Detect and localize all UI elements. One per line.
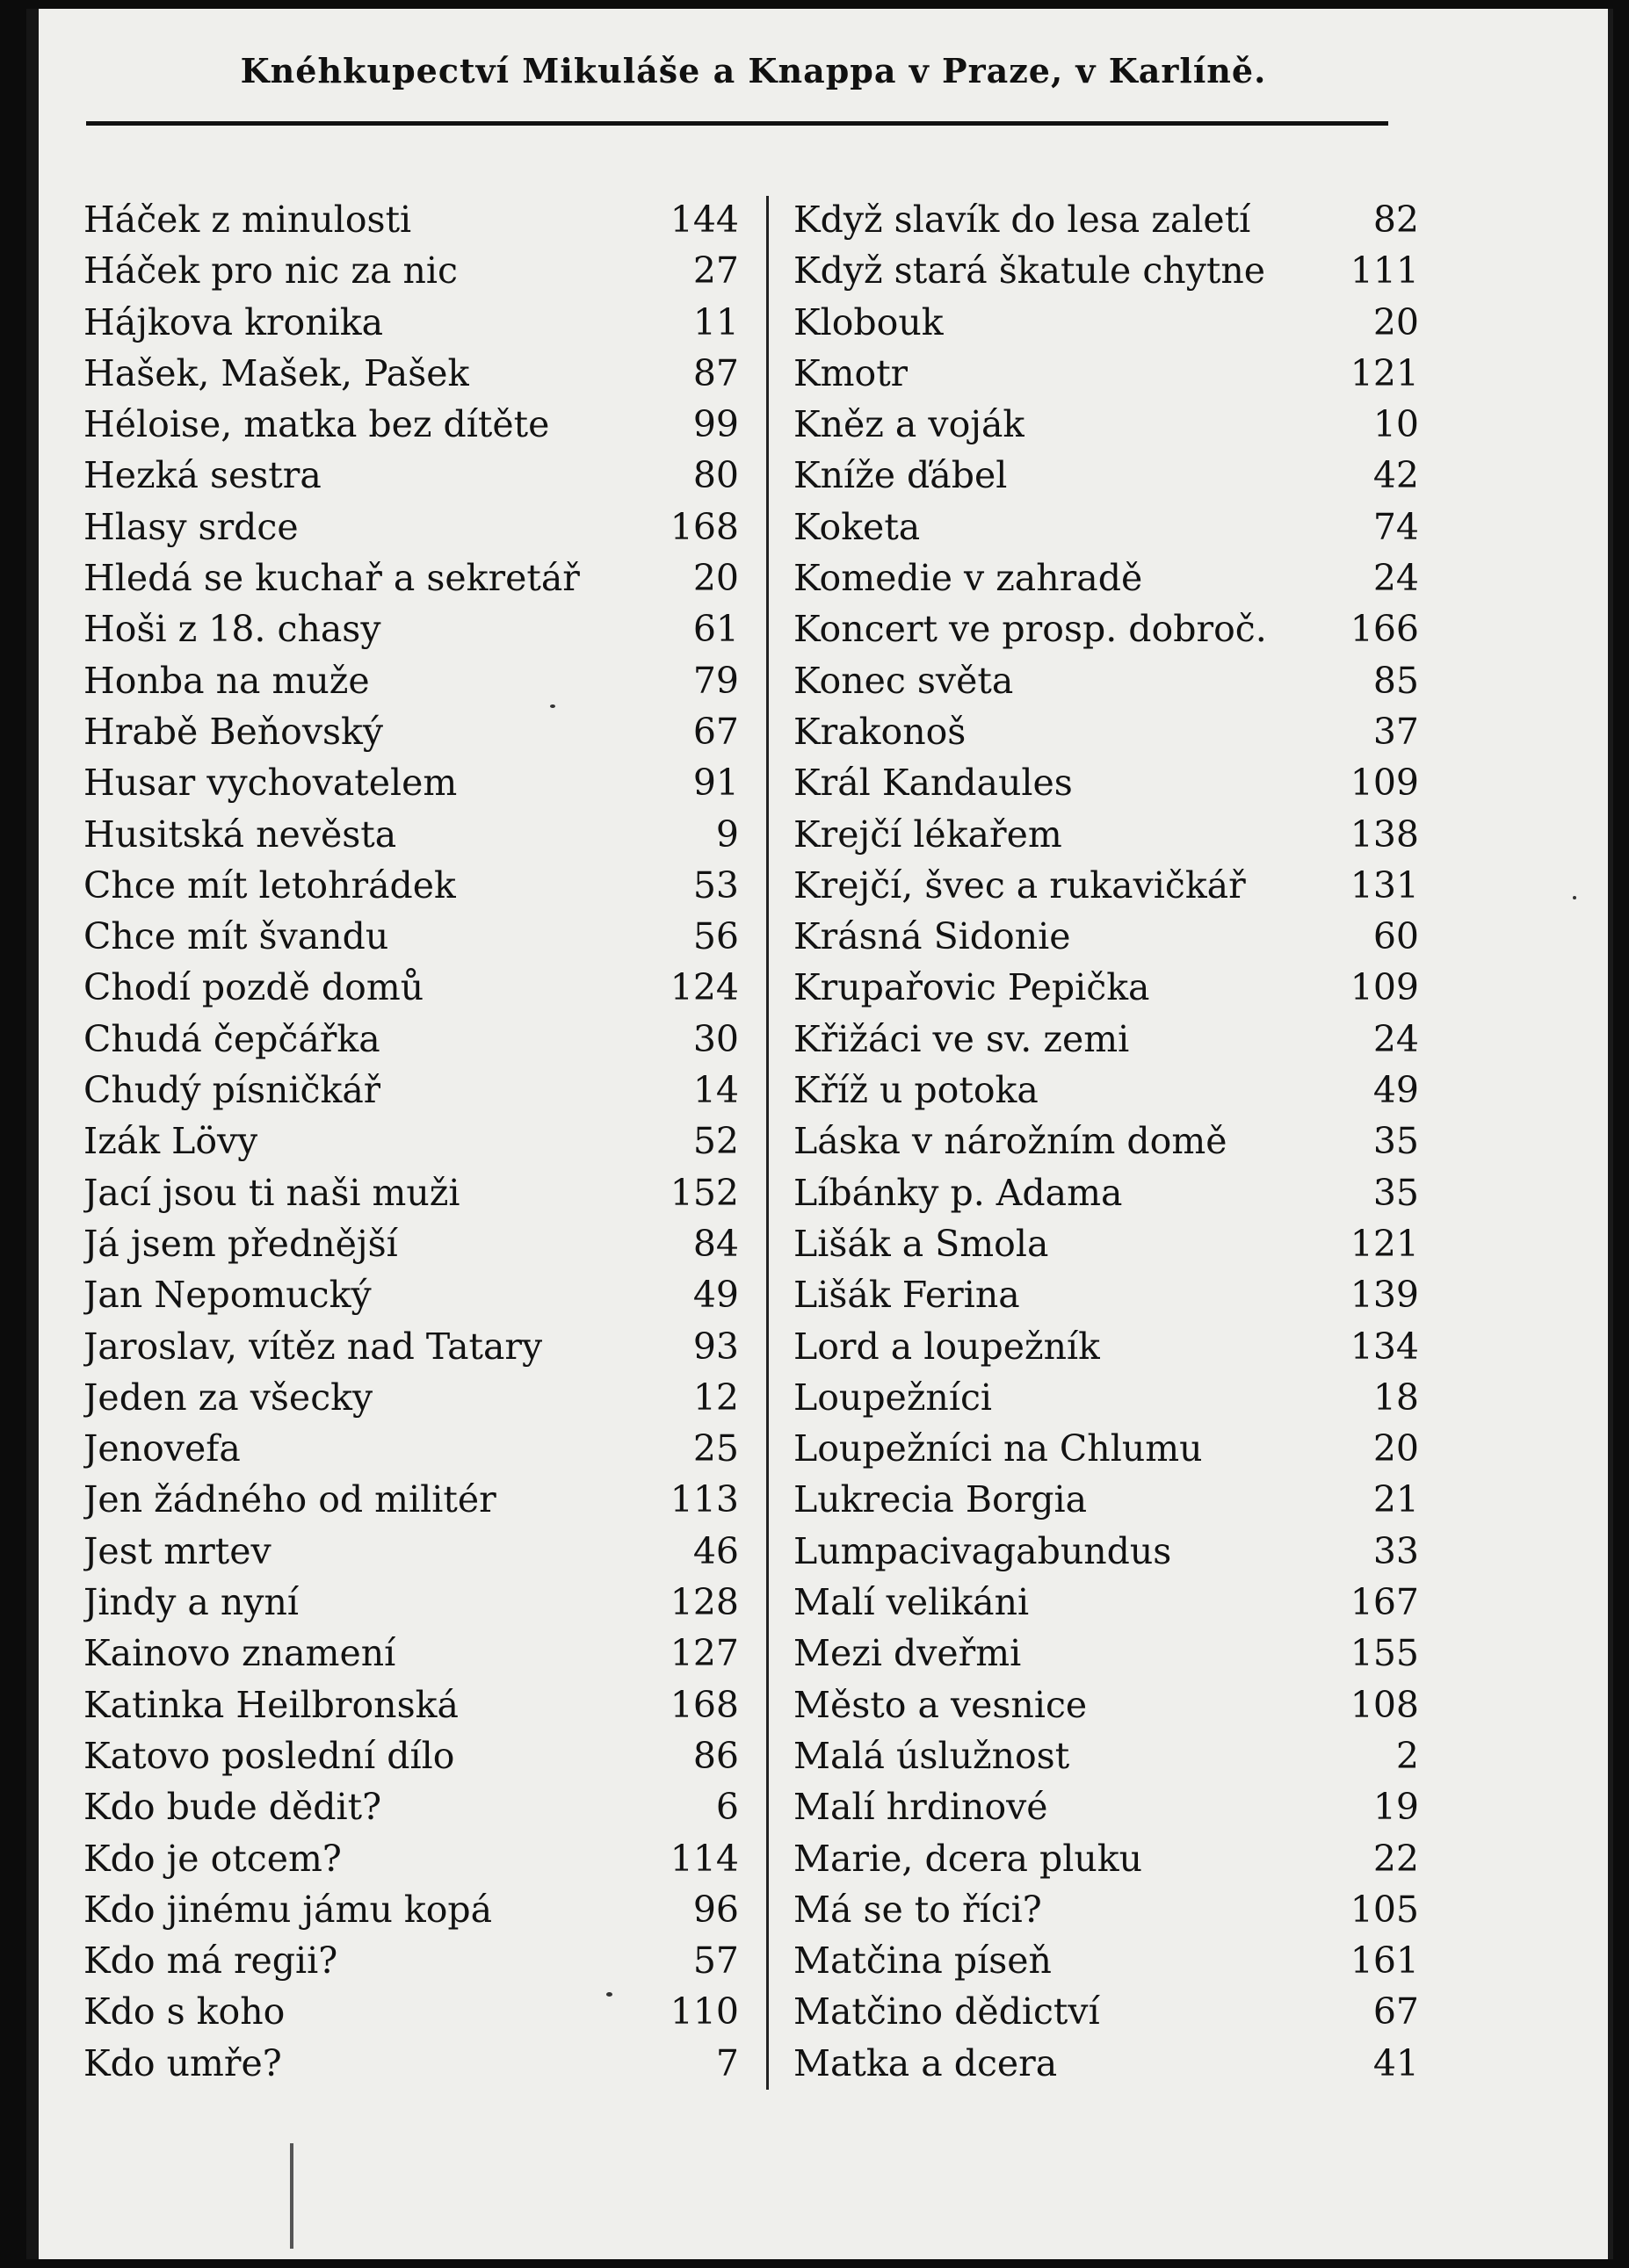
index-entry — [769, 1781, 1419, 1832]
entry-page-number: 166 — [1350, 608, 1419, 651]
entry-page-number: 9 — [715, 813, 739, 856]
index-entry — [769, 1679, 1419, 1730]
entry-title: Jací jsou ti naši muži — [83, 1171, 460, 1214]
entry-page-number: 19 — [1372, 1786, 1419, 1829]
entry-title: Kníže ďábel — [793, 454, 1008, 497]
entry-page-number: 134 — [1350, 1325, 1419, 1368]
index-entry — [83, 706, 739, 757]
index-entry — [83, 1321, 739, 1372]
index-entry — [769, 1577, 1419, 1628]
entry-title: Láska v nárožním domě — [793, 1120, 1227, 1163]
index-entry — [83, 860, 739, 911]
index-entry — [83, 1577, 739, 1628]
index-entry — [769, 502, 1419, 553]
index-entry — [769, 1730, 1419, 1781]
entry-page-number: 108 — [1350, 1683, 1419, 1726]
index-entry — [769, 1218, 1419, 1269]
entry-title: Katovo poslední dílo — [83, 1734, 455, 1777]
entry-title: Když stará škatule chytne — [793, 249, 1266, 293]
entry-page-number: 93 — [692, 1325, 739, 1368]
index-entry — [83, 2038, 739, 2089]
entry-page-number: 11 — [692, 300, 739, 343]
entry-page-number: 18 — [1372, 1376, 1419, 1419]
entry-title: Lord a loupežník — [793, 1325, 1100, 1368]
entry-title: Koketa — [793, 505, 921, 548]
index-entry — [83, 655, 739, 706]
index-entry — [83, 1218, 739, 1269]
page-right-edge — [1608, 9, 1613, 2259]
entry-title: Husitská nevěsta — [83, 813, 397, 856]
entry-page-number: 20 — [1372, 300, 1419, 343]
entry-page-number: 30 — [692, 1017, 739, 1060]
print-speck — [550, 704, 555, 708]
entry-title: Chce mít letohrádek — [83, 863, 456, 906]
entry-title: Já jsem přednější — [83, 1222, 398, 1265]
entry-title: Krupařovic Pepička — [793, 966, 1150, 1009]
entry-page-number: 61 — [692, 608, 739, 651]
entry-title: Krakonoš — [793, 710, 967, 753]
entry-title: Hlasy srdce — [83, 505, 299, 548]
entry-page-number: 85 — [1372, 659, 1419, 702]
index-entry — [83, 1986, 739, 2037]
index-entry — [769, 809, 1419, 860]
index-entry — [769, 1014, 1419, 1065]
entry-title: Krásná Sidonie — [793, 915, 1071, 958]
entry-title: Křižáci ve sv. zemi — [793, 1017, 1130, 1060]
entry-title: Lišák Ferina — [793, 1274, 1020, 1317]
entry-title: Háček z minulosti — [83, 199, 412, 241]
entry-title: Lukrecia Borgia — [793, 1478, 1088, 1521]
entry-title: Hezká sestra — [83, 454, 322, 497]
index-entry — [769, 962, 1419, 1013]
index-entry — [83, 1014, 739, 1065]
index-entry — [83, 1833, 739, 1884]
entry-page-number: 121 — [1350, 1222, 1419, 1265]
entry-title: Chce mít švandu — [83, 915, 389, 958]
entry-title: Chudá čepčářka — [83, 1017, 380, 1060]
entry-title: Když slavík do lesa zaletí — [793, 199, 1251, 241]
scan-mark — [290, 2143, 293, 2249]
entry-title: Koncert ve prosp. dobroč. — [793, 608, 1267, 651]
entry-title: Král Kandaules — [793, 762, 1073, 805]
entry-page-number: 82 — [1372, 199, 1419, 241]
entry-page-number: 37 — [1372, 710, 1419, 753]
index-entry — [769, 1986, 1419, 2037]
index-entry — [83, 1372, 739, 1423]
entry-title: Kdo umře? — [83, 2041, 282, 2084]
index-entry — [83, 757, 739, 808]
index-entry — [83, 1474, 739, 1525]
entry-page-number: 6 — [715, 1786, 739, 1829]
index-entry — [769, 553, 1419, 603]
page-header: Knéhkupectví Mikuláše a Knappa v Praze, v Karlíně. — [240, 51, 1267, 90]
entry-title: Honba na muže — [83, 659, 370, 702]
entry-page-number: 14 — [692, 1069, 739, 1112]
entry-page-number: 52 — [692, 1120, 739, 1163]
entry-page-number: 124 — [670, 966, 739, 1009]
index-entry — [83, 1679, 739, 1730]
index-entry — [769, 245, 1419, 296]
entry-title: Malí velikáni — [793, 1581, 1030, 1624]
index-entry — [769, 450, 1419, 501]
entry-page-number: 168 — [670, 1683, 739, 1726]
header-rule — [86, 121, 1388, 126]
index-entry — [769, 1474, 1419, 1525]
entry-page-number: 109 — [1350, 762, 1419, 805]
entry-title: Krejčí lékařem — [793, 813, 1062, 856]
index-entry — [83, 1884, 739, 1935]
entry-title: Chudý písničkář — [83, 1069, 381, 1112]
entry-title: Matčina píseň — [793, 1939, 1052, 1983]
entry-page-number: 113 — [670, 1478, 739, 1521]
index-entry — [83, 1781, 739, 1832]
entry-page-number: 161 — [1350, 1939, 1419, 1983]
index-entry — [83, 1065, 739, 1116]
entry-page-number: 84 — [692, 1222, 739, 1265]
entry-page-number: 80 — [692, 454, 739, 497]
index-entry — [769, 1628, 1419, 1679]
index-entry — [769, 297, 1419, 348]
entry-page-number: 152 — [670, 1171, 739, 1214]
entry-page-number: 12 — [692, 1376, 739, 1419]
index-entry — [769, 1321, 1419, 1372]
entry-page-number: 87 — [692, 351, 739, 394]
entry-title: Lumpacivagabundus — [793, 1529, 1172, 1572]
entry-title: Kdo jinému jámu kopá — [83, 1888, 493, 1931]
index-entry — [83, 1423, 739, 1474]
entry-title: Komedie v zahradě — [793, 557, 1143, 600]
entry-page-number: 24 — [1372, 557, 1419, 600]
index-entry — [769, 1526, 1419, 1577]
book-page — [26, 9, 1613, 2259]
entry-page-number: 114 — [670, 1837, 739, 1880]
entry-page-number: 138 — [1350, 813, 1419, 856]
entry-page-number: 53 — [692, 863, 739, 906]
entry-title: Hoši z 18. chasy — [83, 608, 381, 651]
index-entry — [83, 297, 739, 348]
index-entry — [83, 399, 739, 450]
entry-title: Jest mrtev — [83, 1529, 272, 1572]
entry-title: Konec světa — [793, 659, 1014, 702]
index-entry — [83, 1730, 739, 1781]
index-entry — [769, 1423, 1419, 1474]
index-entry — [83, 911, 739, 962]
entry-title: Malí hrdinové — [793, 1786, 1048, 1829]
entry-page-number: 67 — [692, 710, 739, 753]
entry-page-number: 27 — [692, 249, 739, 293]
entry-title: Líbánky p. Adama — [793, 1171, 1123, 1214]
entry-page-number: 110 — [670, 1990, 739, 2033]
entry-title: Hájkova kronika — [83, 300, 384, 343]
entry-title: Hašek, Mašek, Pašek — [83, 351, 470, 394]
entry-page-number: 128 — [670, 1581, 739, 1624]
entry-page-number: 139 — [1350, 1274, 1419, 1317]
entry-page-number: 111 — [1350, 249, 1419, 293]
index-entry — [769, 1116, 1419, 1167]
index-column-right — [769, 194, 1419, 2089]
entry-page-number: 121 — [1350, 351, 1419, 394]
entry-page-number: 42 — [1372, 454, 1419, 497]
entry-page-number: 60 — [1372, 915, 1419, 958]
entry-page-number: 127 — [670, 1632, 739, 1675]
entry-page-number: 155 — [1350, 1632, 1419, 1675]
index-entry — [83, 502, 739, 553]
entry-title: Jen žádného od militér — [83, 1478, 496, 1521]
index-entry — [83, 1116, 739, 1167]
entry-title: Kdo má regii? — [83, 1939, 338, 1983]
entry-title: Háček pro nic za nic — [83, 249, 458, 293]
entry-page-number: 35 — [1372, 1171, 1419, 1214]
entry-page-number: 109 — [1350, 966, 1419, 1009]
entry-page-number: 144 — [670, 199, 739, 241]
index-entry — [769, 911, 1419, 962]
entry-page-number: 21 — [1372, 1478, 1419, 1521]
entry-title: Krejčí, švec a rukavičkář — [793, 863, 1246, 906]
entry-page-number: 20 — [1372, 1427, 1419, 1470]
entry-page-number: 56 — [692, 915, 739, 958]
entry-page-number: 41 — [1372, 2041, 1419, 2084]
entry-title: Město a vesnice — [793, 1683, 1088, 1726]
entry-title: Lišák a Smola — [793, 1222, 1049, 1265]
entry-page-number: 131 — [1350, 863, 1419, 906]
entry-title: Kdo je otcem? — [83, 1837, 342, 1880]
index-entry — [83, 962, 739, 1013]
print-speck — [1573, 896, 1576, 899]
index-entry — [83, 245, 739, 296]
entry-title: Chodí pozdě domů — [83, 966, 424, 1009]
index-entry — [769, 757, 1419, 808]
entry-title: Kdo s koho — [83, 1990, 286, 2033]
index-entry — [769, 1935, 1419, 1986]
entry-title: Hledá se kuchař a sekretář — [83, 557, 580, 600]
index-entry — [769, 860, 1419, 911]
index-entry — [769, 1833, 1419, 1884]
index-entry — [83, 553, 739, 603]
entry-title: Kainovo znamení — [83, 1632, 396, 1675]
index-entry — [769, 194, 1419, 245]
entry-title: Matka a dcera — [793, 2041, 1058, 2084]
index-entry — [769, 655, 1419, 706]
entry-title: Héloise, matka bez dítěte — [83, 403, 550, 446]
index-entry — [83, 1269, 739, 1320]
entry-page-number: 86 — [692, 1734, 739, 1777]
index-entry — [83, 603, 739, 654]
entry-title: Jeden za všecky — [83, 1376, 373, 1419]
index-entry — [769, 2038, 1419, 2089]
entry-page-number: 96 — [692, 1888, 739, 1931]
entry-title: Loupežníci — [793, 1376, 993, 1419]
entry-title: Kněz a voják — [793, 403, 1025, 446]
entry-title: Kříž u potoka — [793, 1069, 1039, 1112]
entry-title: Má se to říci? — [793, 1888, 1042, 1931]
entry-title: Husar vychovatelem — [83, 762, 458, 805]
entry-page-number: 57 — [692, 1939, 739, 1983]
entry-page-number: 33 — [1372, 1529, 1419, 1572]
entry-title: Klobouk — [793, 300, 944, 343]
entry-page-number: 79 — [692, 659, 739, 702]
print-speck — [606, 1992, 612, 1997]
entry-page-number: 24 — [1372, 1017, 1419, 1060]
index-column-left — [83, 194, 739, 2089]
index-entry — [769, 348, 1419, 399]
index-entry — [769, 603, 1419, 654]
index-entry — [769, 1372, 1419, 1423]
entry-page-number: 10 — [1372, 403, 1419, 446]
entry-title: Jenovefa — [83, 1427, 241, 1470]
entry-page-number: 7 — [715, 2041, 739, 2084]
entry-title: Jindy a nyní — [83, 1581, 299, 1624]
entry-page-number: 49 — [692, 1274, 739, 1317]
entry-title: Hrabě Beňovský — [83, 710, 384, 753]
entry-page-number: 74 — [1372, 505, 1419, 548]
index-entry — [83, 194, 739, 245]
entry-title: Izák Lövy — [83, 1120, 258, 1163]
index-entry — [769, 1269, 1419, 1320]
index-entry — [83, 1935, 739, 1986]
entry-page-number: 167 — [1350, 1581, 1419, 1624]
index-entry — [769, 706, 1419, 757]
entry-page-number: 20 — [692, 557, 739, 600]
page-left-edge — [26, 9, 39, 2259]
index-entry — [83, 348, 739, 399]
index-entry — [83, 1526, 739, 1577]
index-entry — [769, 1065, 1419, 1116]
entry-page-number: 22 — [1372, 1837, 1419, 1880]
entry-page-number: 35 — [1372, 1120, 1419, 1163]
entry-page-number: 2 — [1395, 1734, 1419, 1777]
entry-page-number: 46 — [692, 1529, 739, 1572]
index-entry — [83, 809, 739, 860]
entry-title: Jaroslav, vítěz nad Tatary — [83, 1325, 543, 1368]
entry-title: Marie, dcera pluku — [793, 1837, 1143, 1880]
entry-title: Loupežníci na Chlumu — [793, 1427, 1203, 1470]
index-entry — [83, 1628, 739, 1679]
entry-page-number: 25 — [692, 1427, 739, 1470]
entry-page-number: 91 — [692, 762, 739, 805]
entry-title: Malá úslužnost — [793, 1734, 1070, 1777]
entry-page-number: 49 — [1372, 1069, 1419, 1112]
entry-title: Matčino dědictví — [793, 1990, 1100, 2033]
index-entry — [83, 1167, 739, 1218]
entry-title: Katinka Heilbronská — [83, 1683, 459, 1726]
index-entry — [769, 1167, 1419, 1218]
entry-title: Kmotr — [793, 351, 909, 394]
entry-page-number: 168 — [670, 505, 739, 548]
entry-title: Mezi dveřmi — [793, 1632, 1022, 1675]
entry-page-number: 105 — [1350, 1888, 1419, 1931]
index-entry — [83, 450, 739, 501]
entry-title: Jan Nepomucký — [83, 1274, 372, 1317]
entry-title: Kdo bude dědit? — [83, 1786, 382, 1829]
entry-page-number: 99 — [692, 403, 739, 446]
index-entry — [769, 399, 1419, 450]
index-entry — [769, 1884, 1419, 1935]
entry-page-number: 67 — [1372, 1990, 1419, 2033]
